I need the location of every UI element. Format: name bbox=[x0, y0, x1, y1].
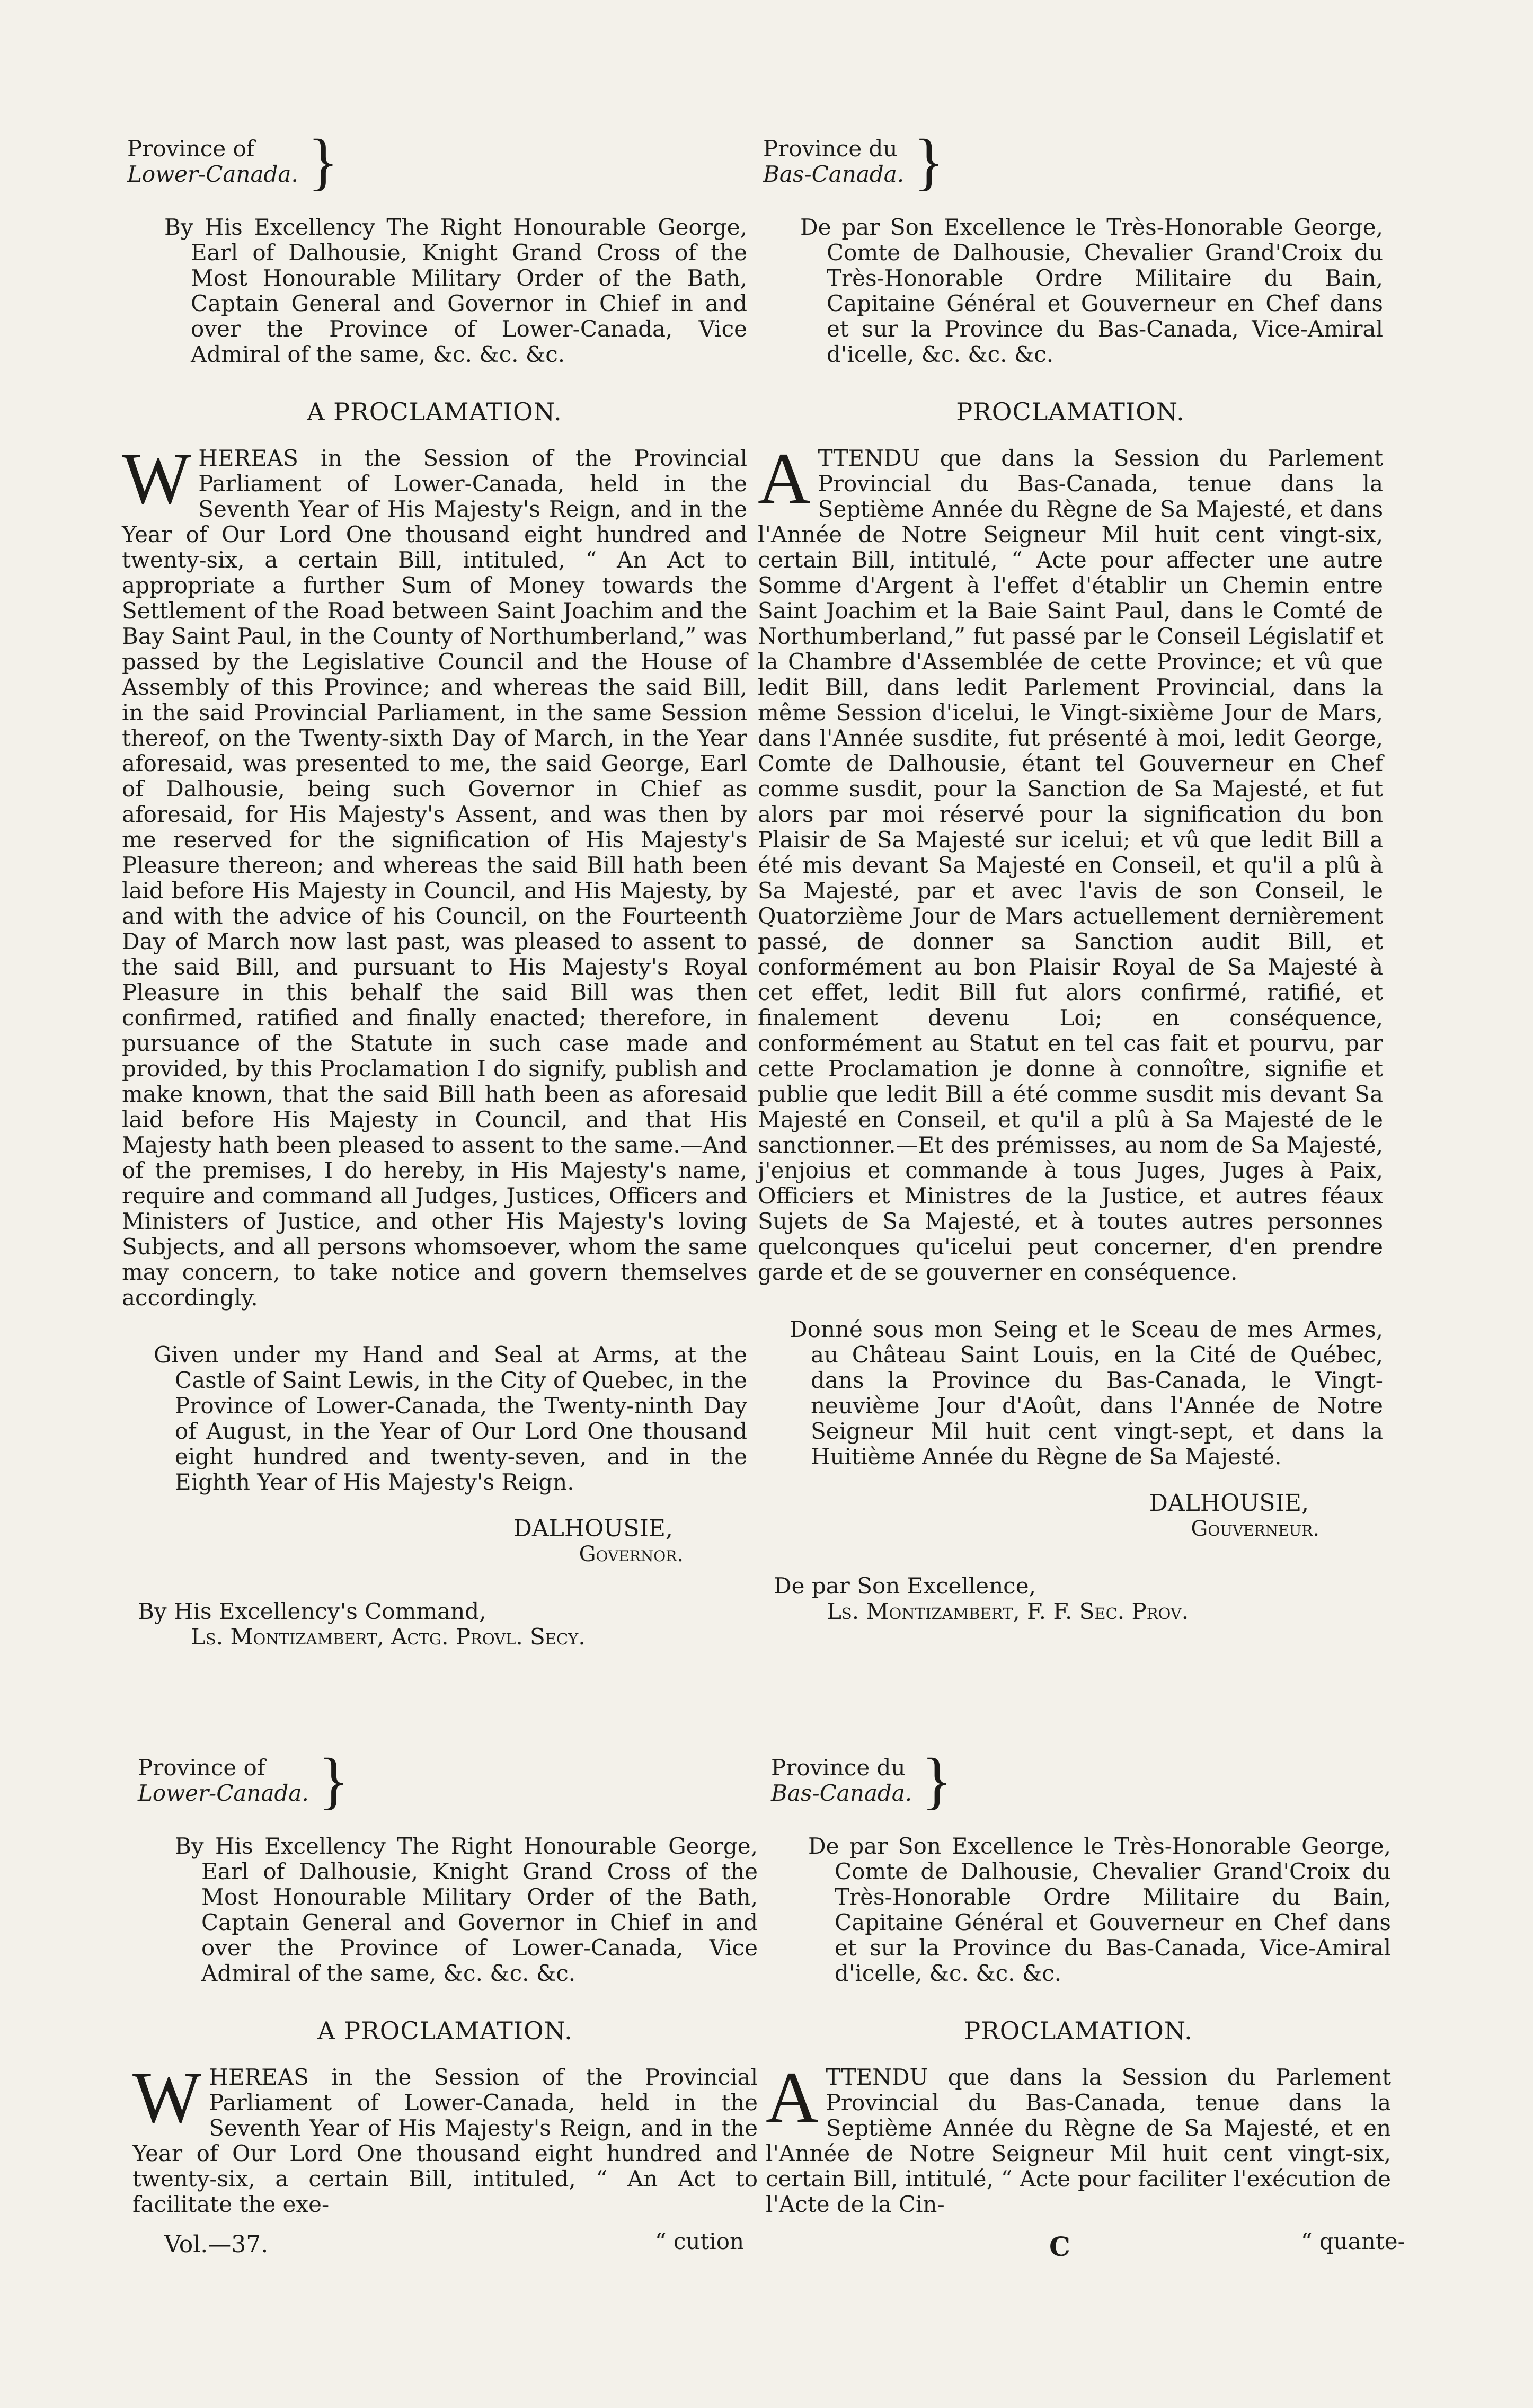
body-text: TTENDU que dans la Session du Parlement Provincial du Bas-Canada, tenue dans la Septième Année du Règne de Sa Majesté, et dans l'Année de Notre Seigneur Mil huit cent vingt-six, certain Bill, intitulé, “ Acte pour affecter une autre Somme d'Argent à l'effet d'établir un Chemin entre Saint Joachim et la Baie Saint Paul, dans le Comté de Northumberland,” fut passé par le Conseil Législatif et la Chambre d'Assemblée de cette Province; et vû que ledit Bill, dans ledit Parlement Provincial, dans la même Session d'icelui, le Vingt-sixième Jour de Mars, dans l'Année susdite, fut présenté à moi, ledit George, Comte de Dalhousie, étant tel Gouverneur en Chef comme susdit, pour la Sanction de Sa Majesté, et fut alors par moi réservé pour la signification du bon Plaisir de Sa Majesté sur icelui; et vû que ledit Bill a été mis devant Sa Majesté en Conseil, et qu'il a plû à Sa Majesté, par et avec l'avis de son Conseil, le Quatorzième Jour de Mars actuellement dernièrement passé, de donner sa Sanction audit Bill, et conformément au bon Plaisir Royal de Sa Majesté à cet effet, ledit Bill fut alors confirmé, ratifié, et finalement devenu Loi; en conséquence, conformément au Statut en tel cas fait et pourvu, par cette Proclamation je donne à connoître, signifie et publie que ledit Bill a été comme susdit mis devant Sa Majesté en Conseil, et qu'il a plû à Sa Majesté de le sanctionner.—Et des prémisses, au nom de Sa Majesté, j'enjoius et commande à tous Juges, Juges à Paix, Officiers et Ministres de la Justice, et autres féaux Sujets de Sa Majesté, et à toutes autres personnes quelconques qu'icelui peut concerner, d'en prendre garde et de se gouverner en conséquence. bbox=[758, 445, 1383, 1285]
province-header bbox=[138, 1745, 758, 1816]
drop-cap: W bbox=[132, 2057, 202, 2138]
byline: By His Excellency The Right Honourable George, Earl of Dalhousie, Knight Grand Cross of the Most Honourable Military Order of the Bath, Captain General and Governor in Chief in and over the Province of Lower-Canada, Vice Admiral of the same, &c. &c. &c. bbox=[164, 214, 747, 367]
proclamation-heading: A PROCLAMATION. bbox=[307, 397, 562, 426]
french-column-2 bbox=[766, 1745, 1391, 2249]
signature-role: Gouverneur. bbox=[1191, 1517, 1319, 1541]
body-text: TTENDU que dans la Session du Parlement Provincial du Bas-Canada, tenue dans la Septième Année du Règne de Sa Majesté, et en l'Année de Notre Seigneur Mil huit cent vingt-six, certain Bill, intitulé, “ Acte pour faciliter l'exécution de l'Acte de la Cin- bbox=[766, 2064, 1391, 2217]
french-column-1 bbox=[758, 126, 1383, 1624]
proclamation-body bbox=[758, 438, 1383, 1285]
brace-icon: } bbox=[921, 1745, 952, 1816]
byline: By His Excellency The Right Honourable George, Earl of Dalhousie, Knight Grand Cross of the Most Honourable Military Order of the Bath, Captain General and Governor in Chief in and over the Province of Lower-Canada, Vice Admiral of the same, &c. &c. &c. bbox=[175, 1833, 758, 1986]
province-name: Lower-Canada. bbox=[127, 161, 298, 187]
command-line bbox=[758, 1573, 1383, 1624]
province-name: Bas-Canada. bbox=[771, 1780, 912, 1806]
proclamation-heading: PROCLAMATION. bbox=[964, 2016, 1193, 2045]
province-label: Province of bbox=[127, 136, 255, 162]
english-column-1 bbox=[122, 126, 747, 1650]
body-text: HEREAS in the Session of the Provincial Parliament of Lower-Canada, held in the Seventh Year of His Majesty's Reign, and in the Year of Our Lord One thousand eight hundred and twenty-six, a certain Bill, intituled, “ An Act to appropriate a further Sum of Money towards the Settlement of the Road between Saint Joachim and the Bay Saint Paul, in the County of Northumberland,” was passed by the Legislative Council and the House of Assembly of this Province; and whereas the said Bill, in the said Provincial Parliament, in the same Session thereof, on the Twenty-sixth Day of March, in the Year aforesaid, was presented to me, the said George, Earl of Dalhousie, being such Governor in Chief as aforesaid, for His Majesty's Assent, and was then by me reserved for the signification of His Majesty's Pleasure thereon; and whereas the said Bill hath been laid before His Majesty in Council, and His Majesty, by and with the advice of his Council, on the Fourteenth Day of March now last past, was pleased to assent to the said Bill, and pursuant to His Majesty's Royal Pleasure in this behalf the said Bill was then confirmed, ratified and finally enacted; therefore, in pursuance of the Statute in such case made and provided, by this Proclamation I do signify, publish and make known, that the said Bill hath been as aforesaid laid before His Majesty in Council, and that His Majesty hath been pleased to assent to the same.—And of the premises, I do hereby, in His Majesty's name, require and command all Judges, Justices, Officers and Ministers of Justice, and other His Majesty's loving Subjects, and all persons whomsoever, whom the same may concern, to take notice and govern themselves accordingly. bbox=[122, 445, 747, 1311]
drop-cap: A bbox=[758, 438, 811, 519]
proclamation-heading: PROCLAMATION. bbox=[956, 397, 1185, 426]
english-column-2 bbox=[132, 1745, 758, 2249]
command-text: De par Son Excellence, bbox=[774, 1573, 1036, 1599]
province-name: Lower-Canada. bbox=[138, 1780, 309, 1806]
given-clause: Given under my Hand and Seal at Arms, at the Castle of Saint Lewis, in the City of Quebec, in the Province of Lower-Canada, the Twenty-ninth Day of August, in the Year of Our Lord One thousand eight hundred and twenty-seven, and in the Eighth Year of His Majesty's Reign. bbox=[154, 1342, 747, 1495]
proclamation-body bbox=[122, 438, 747, 1311]
signature: DALHOUSIE, bbox=[1149, 1490, 1309, 1517]
province-label: Province of bbox=[138, 1755, 265, 1781]
secretary-text: Ls. Montizambert, F. F. Sec. Prov. bbox=[827, 1598, 1189, 1624]
volume-number: Vol.—37. bbox=[164, 2231, 269, 2258]
signature-mark: C bbox=[1049, 2231, 1070, 2262]
catchword-english: “ cution bbox=[655, 2228, 745, 2254]
province-label: Province du bbox=[763, 136, 898, 162]
brace-icon: } bbox=[318, 1745, 349, 1816]
command-text: By His Excellency's Command, bbox=[138, 1598, 486, 1624]
brace-icon: } bbox=[914, 126, 944, 197]
province-header bbox=[127, 126, 747, 197]
byline: De par Son Excellence le Très-Honorable George, Comte de Dalhousie, Chevalier Grand'Croix du Très-Honorable Ordre Militaire du Bain, Capitaine Général et Gouverneur en Chef dans et sur la Province du Bas-Canada, Vice-Amiral d'icelle, &c. &c. &c. bbox=[800, 214, 1383, 367]
drop-cap: W bbox=[122, 438, 191, 519]
province-header bbox=[763, 126, 1383, 197]
province-name: Bas-Canada. bbox=[763, 161, 905, 187]
catchword-french: “ quante- bbox=[1301, 2228, 1405, 2254]
proclamation-heading: A PROCLAMATION. bbox=[317, 2016, 573, 2045]
province-header bbox=[771, 1745, 1391, 1816]
given-clause: Donné sous mon Seing et le Sceau de mes Armes, au Château Saint Louis, en la Cité de Québec, dans la Province du Bas-Canada, le Vingt-neuvième Jour d'Août, dans l'Année de Notre Seigneur Mil huit cent vingt-sept, et dans la Huitième Année du Règne de Sa Majesté. bbox=[790, 1316, 1383, 1469]
signature-role: Governor. bbox=[579, 1542, 684, 1566]
body-text: HEREAS in the Session of the Provincial Parliament of Lower-Canada, held in the Seventh Year of His Majesty's Reign, and in the Year of Our Lord One thousand eight hundred and twenty-six, a certain Bill, intituled, “ An Act to facilitate the exe- bbox=[132, 2064, 758, 2217]
byline: De par Son Excellence le Très-Honorable George, Comte de Dalhousie, Chevalier Grand'Croix du Très-Honorable Ordre Militaire du Bain, Capitaine Général et Gouverneur en Chef dans et sur la Province du Bas-Canada, Vice-Amiral d'icelle, &c. &c. &c. bbox=[808, 1833, 1391, 1986]
proclamation-body bbox=[132, 2057, 758, 2217]
command-line bbox=[122, 1599, 747, 1650]
province-label: Province du bbox=[771, 1755, 906, 1781]
signature: DALHOUSIE, bbox=[513, 1515, 673, 1542]
brace-icon: } bbox=[307, 126, 339, 197]
proclamation-body bbox=[766, 2057, 1391, 2217]
secretary-text: Ls. Montizambert, Actg. Provl. Secy. bbox=[191, 1624, 586, 1650]
drop-cap: A bbox=[766, 2057, 819, 2138]
